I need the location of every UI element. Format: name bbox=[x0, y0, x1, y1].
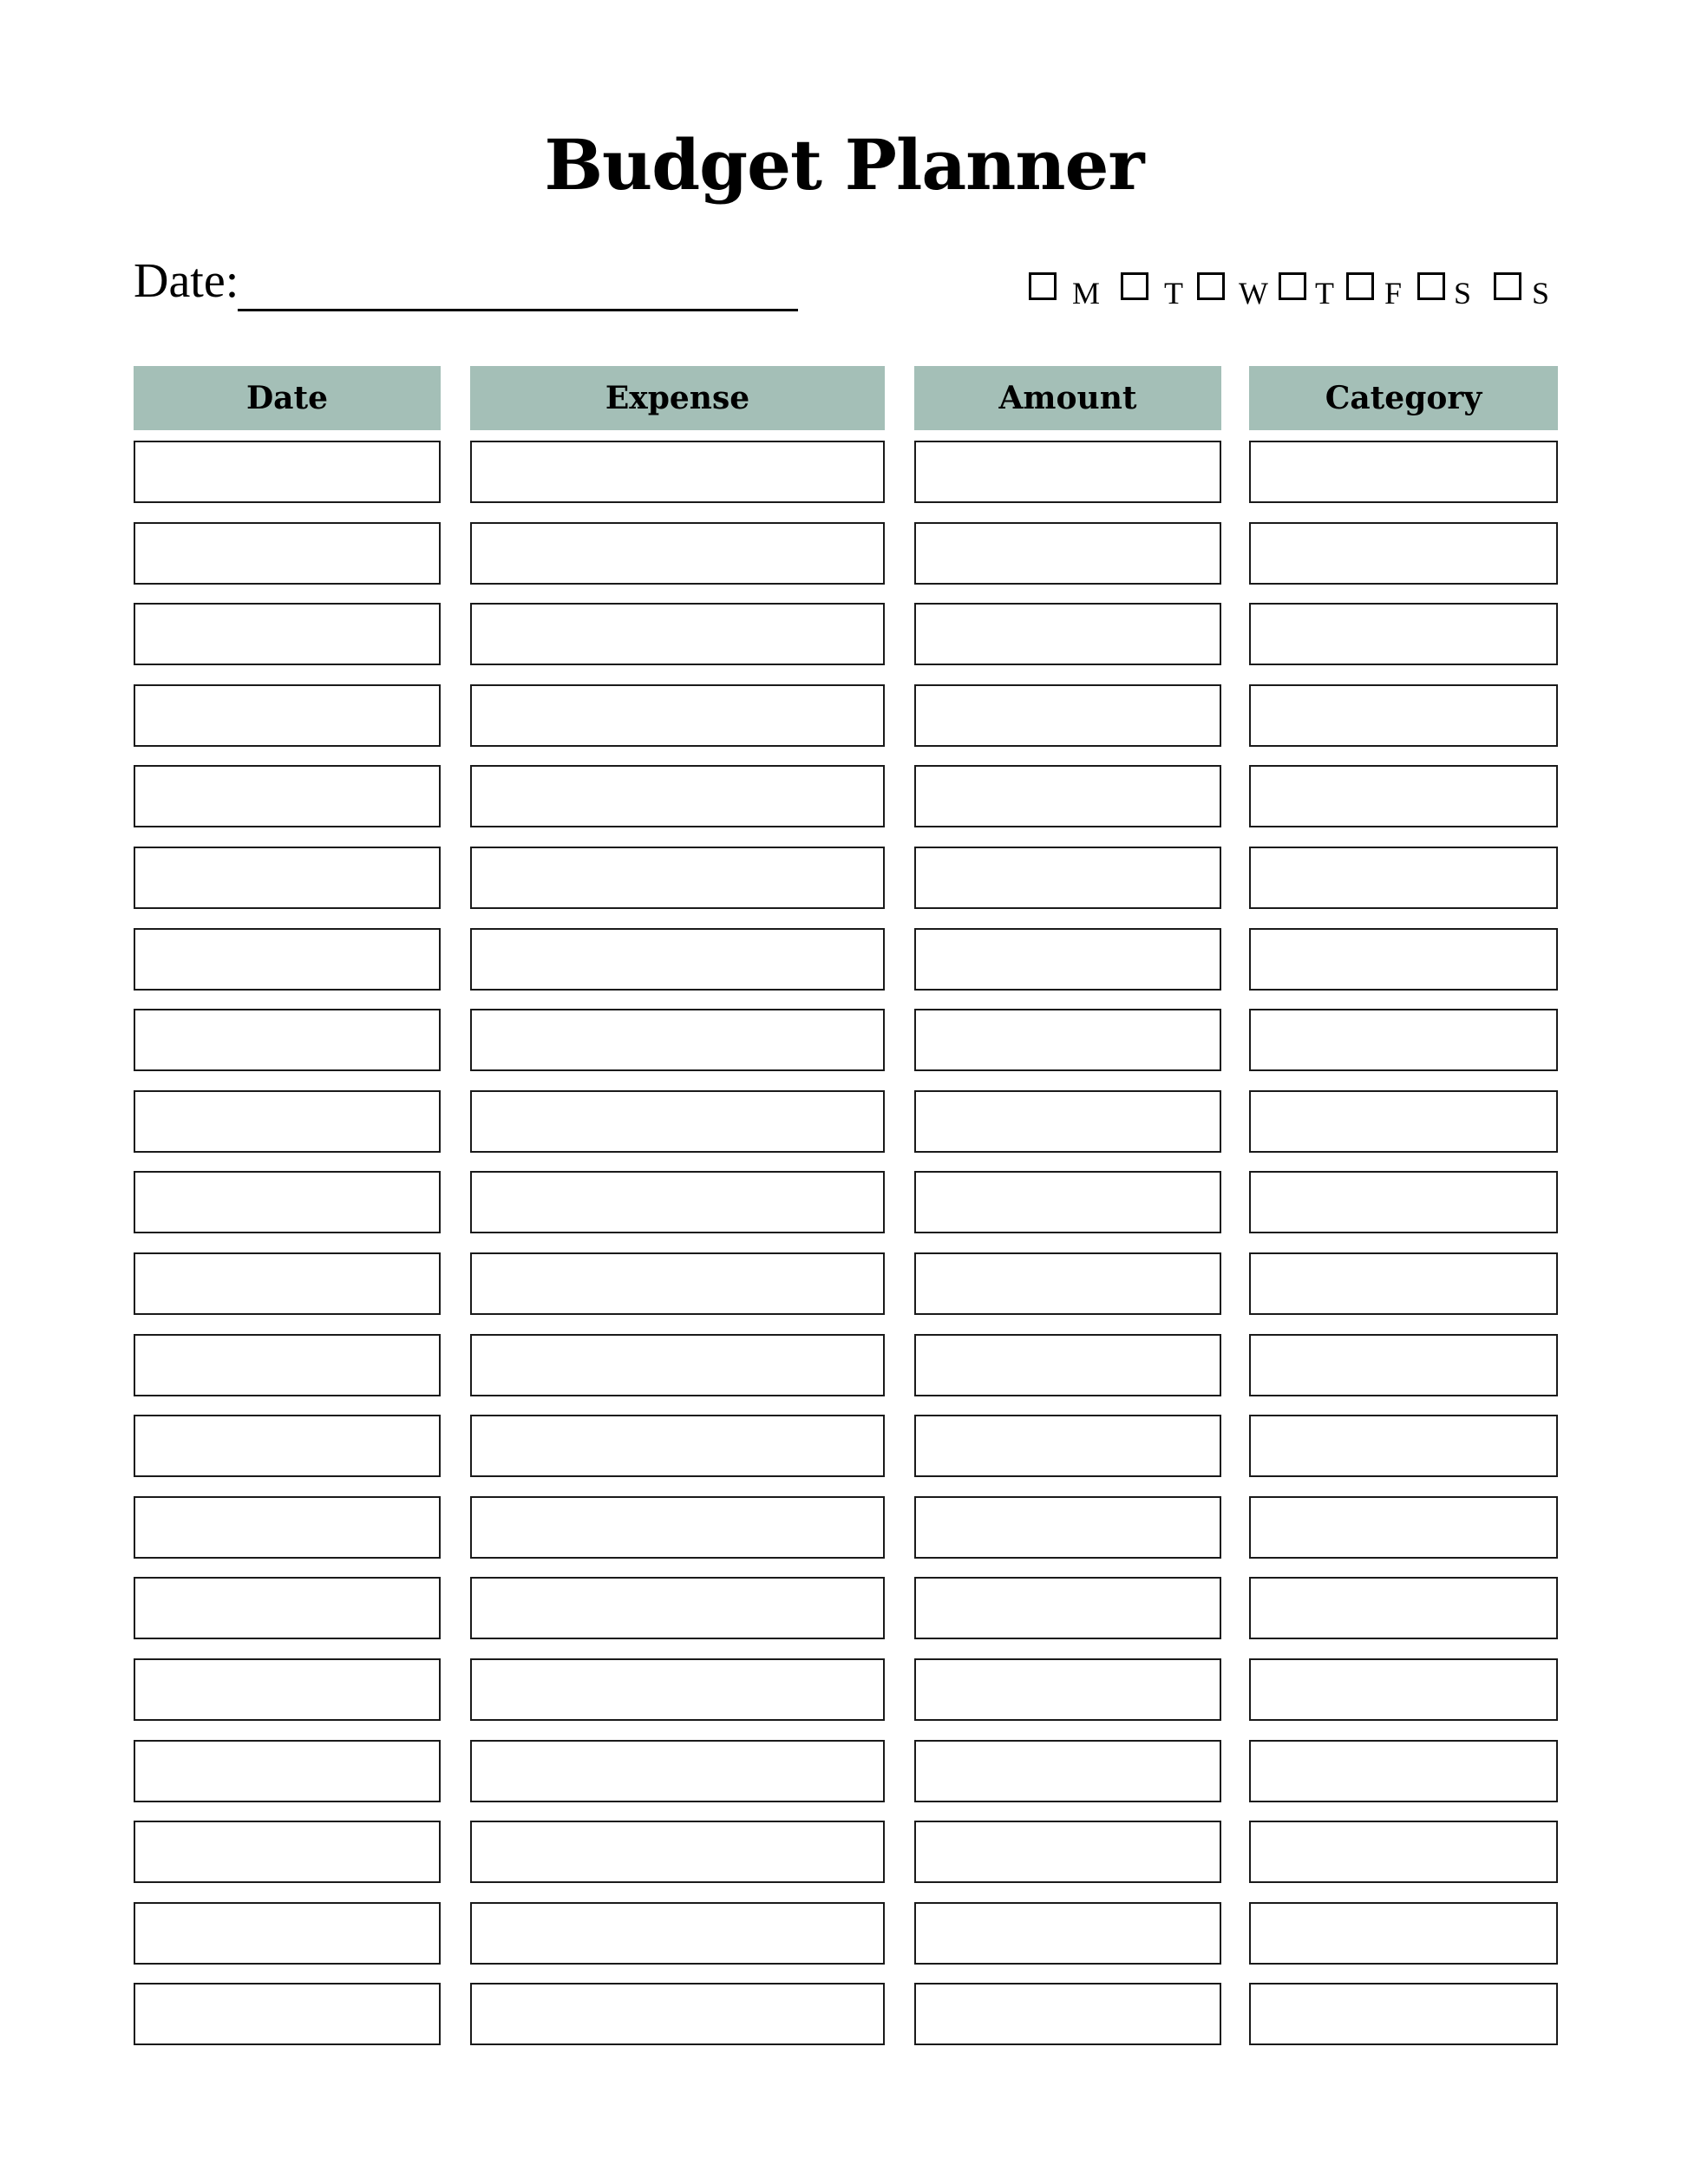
date-entry-cell[interactable] bbox=[134, 1415, 441, 1477]
amount-entry-cell[interactable] bbox=[914, 684, 1221, 747]
date-entry-cell[interactable] bbox=[134, 1171, 441, 1233]
date-entry-cell[interactable] bbox=[134, 847, 441, 909]
expense-entry-cell[interactable] bbox=[470, 1983, 885, 2045]
expense-entry-cell[interactable] bbox=[470, 1171, 885, 1233]
column-header-date: Date bbox=[134, 366, 441, 430]
date-write-line[interactable] bbox=[238, 309, 798, 311]
category-entry-cell[interactable] bbox=[1249, 1902, 1558, 1965]
weekday-label-wednesday: W bbox=[1239, 276, 1268, 311]
date-entry-cell[interactable] bbox=[134, 1821, 441, 1883]
amount-entry-cell[interactable] bbox=[914, 1171, 1221, 1233]
date-entry-cell[interactable] bbox=[134, 441, 441, 503]
weekday-checkbox-saturday[interactable] bbox=[1417, 272, 1445, 300]
amount-entry-cell[interactable] bbox=[914, 1334, 1221, 1396]
expense-entry-cell[interactable] bbox=[470, 1252, 885, 1315]
category-entry-cell[interactable] bbox=[1249, 1090, 1558, 1153]
date-entry-cell[interactable] bbox=[134, 1740, 441, 1802]
expense-entry-cell[interactable] bbox=[470, 1415, 885, 1477]
weekday-checkbox-tuesday[interactable] bbox=[1121, 272, 1148, 300]
expense-entry-cell[interactable] bbox=[470, 928, 885, 991]
column-header-amount: Amount bbox=[914, 366, 1221, 430]
expense-entry-cell[interactable] bbox=[470, 1740, 885, 1802]
weekday-label-tuesday: T bbox=[1164, 276, 1183, 311]
amount-entry-cell[interactable] bbox=[914, 1740, 1221, 1802]
amount-entry-cell[interactable] bbox=[914, 1415, 1221, 1477]
date-label: Date: bbox=[134, 254, 239, 308]
expense-entry-cell[interactable] bbox=[470, 1658, 885, 1721]
category-entry-cell[interactable] bbox=[1249, 1009, 1558, 1071]
date-entry-cell[interactable] bbox=[134, 1252, 441, 1315]
category-entry-cell[interactable] bbox=[1249, 1496, 1558, 1559]
weekday-label-saturday: S bbox=[1454, 276, 1472, 311]
amount-entry-cell[interactable] bbox=[914, 1821, 1221, 1883]
amount-entry-cell[interactable] bbox=[914, 1983, 1221, 2045]
weekday-checkbox-monday[interactable] bbox=[1029, 272, 1057, 300]
weekday-label-monday: M bbox=[1072, 276, 1101, 311]
amount-entry-cell[interactable] bbox=[914, 1252, 1221, 1315]
weekday-checkbox-sunday[interactable] bbox=[1494, 272, 1521, 300]
expense-entry-cell[interactable] bbox=[470, 1009, 885, 1071]
date-entry-cell[interactable] bbox=[134, 765, 441, 827]
category-entry-cell[interactable] bbox=[1249, 1577, 1558, 1639]
weekday-checkbox-thursday[interactable] bbox=[1279, 272, 1306, 300]
amount-entry-cell[interactable] bbox=[914, 1090, 1221, 1153]
expense-entry-cell[interactable] bbox=[470, 441, 885, 503]
amount-entry-cell[interactable] bbox=[914, 765, 1221, 827]
date-entry-cell[interactable] bbox=[134, 1334, 441, 1396]
weekday-label-friday: F bbox=[1384, 276, 1403, 311]
category-entry-cell[interactable] bbox=[1249, 1171, 1558, 1233]
date-entry-cell[interactable] bbox=[134, 1009, 441, 1071]
category-entry-cell[interactable] bbox=[1249, 603, 1558, 665]
category-entry-cell[interactable] bbox=[1249, 1658, 1558, 1721]
category-entry-cell[interactable] bbox=[1249, 847, 1558, 909]
weekday-checkbox-friday[interactable] bbox=[1346, 272, 1374, 300]
weekday-checkbox-wednesday[interactable] bbox=[1197, 272, 1225, 300]
expense-entry-cell[interactable] bbox=[470, 847, 885, 909]
amount-entry-cell[interactable] bbox=[914, 847, 1221, 909]
amount-entry-cell[interactable] bbox=[914, 1496, 1221, 1559]
category-entry-cell[interactable] bbox=[1249, 522, 1558, 585]
date-entry-cell[interactable] bbox=[134, 1658, 441, 1721]
category-entry-cell[interactable] bbox=[1249, 441, 1558, 503]
date-entry-cell[interactable] bbox=[134, 1983, 441, 2045]
expense-entry-cell[interactable] bbox=[470, 1496, 885, 1559]
category-entry-cell[interactable] bbox=[1249, 684, 1558, 747]
date-entry-cell[interactable] bbox=[134, 1577, 441, 1639]
expense-entry-cell[interactable] bbox=[470, 684, 885, 747]
category-entry-cell[interactable] bbox=[1249, 1740, 1558, 1802]
category-entry-cell[interactable] bbox=[1249, 1415, 1558, 1477]
category-entry-cell[interactable] bbox=[1249, 765, 1558, 827]
weekday-label-sunday: S bbox=[1532, 276, 1550, 311]
amount-entry-cell[interactable] bbox=[914, 1577, 1221, 1639]
amount-entry-cell[interactable] bbox=[914, 603, 1221, 665]
expense-entry-cell[interactable] bbox=[470, 603, 885, 665]
amount-entry-cell[interactable] bbox=[914, 522, 1221, 585]
date-entry-cell[interactable] bbox=[134, 684, 441, 747]
date-entry-cell[interactable] bbox=[134, 928, 441, 991]
date-entry-cell[interactable] bbox=[134, 1902, 441, 1965]
date-entry-cell[interactable] bbox=[134, 1090, 441, 1153]
date-entry-cell[interactable] bbox=[134, 522, 441, 585]
expense-entry-cell[interactable] bbox=[470, 1902, 885, 1965]
category-entry-cell[interactable] bbox=[1249, 928, 1558, 991]
amount-entry-cell[interactable] bbox=[914, 928, 1221, 991]
expense-entry-cell[interactable] bbox=[470, 1821, 885, 1883]
date-entry-cell[interactable] bbox=[134, 603, 441, 665]
category-entry-cell[interactable] bbox=[1249, 1983, 1558, 2045]
date-entry-cell[interactable] bbox=[134, 1496, 441, 1559]
expense-entry-cell[interactable] bbox=[470, 1334, 885, 1396]
amount-entry-cell[interactable] bbox=[914, 1658, 1221, 1721]
category-entry-cell[interactable] bbox=[1249, 1334, 1558, 1396]
category-entry-cell[interactable] bbox=[1249, 1821, 1558, 1883]
expense-entry-cell[interactable] bbox=[470, 765, 885, 827]
expense-entry-cell[interactable] bbox=[470, 1090, 885, 1153]
weekday-label-thursday: T bbox=[1315, 276, 1334, 311]
expense-entry-cell[interactable] bbox=[470, 1577, 885, 1639]
amount-entry-cell[interactable] bbox=[914, 1009, 1221, 1071]
column-header-expense: Expense bbox=[470, 366, 885, 430]
weekday-checklist bbox=[0, 272, 1688, 311]
amount-entry-cell[interactable] bbox=[914, 441, 1221, 503]
column-header-category: Category bbox=[1249, 366, 1558, 430]
category-entry-cell[interactable] bbox=[1249, 1252, 1558, 1315]
amount-entry-cell[interactable] bbox=[914, 1902, 1221, 1965]
expense-entry-cell[interactable] bbox=[470, 522, 885, 585]
page-title: Budget Planner bbox=[544, 124, 1144, 206]
